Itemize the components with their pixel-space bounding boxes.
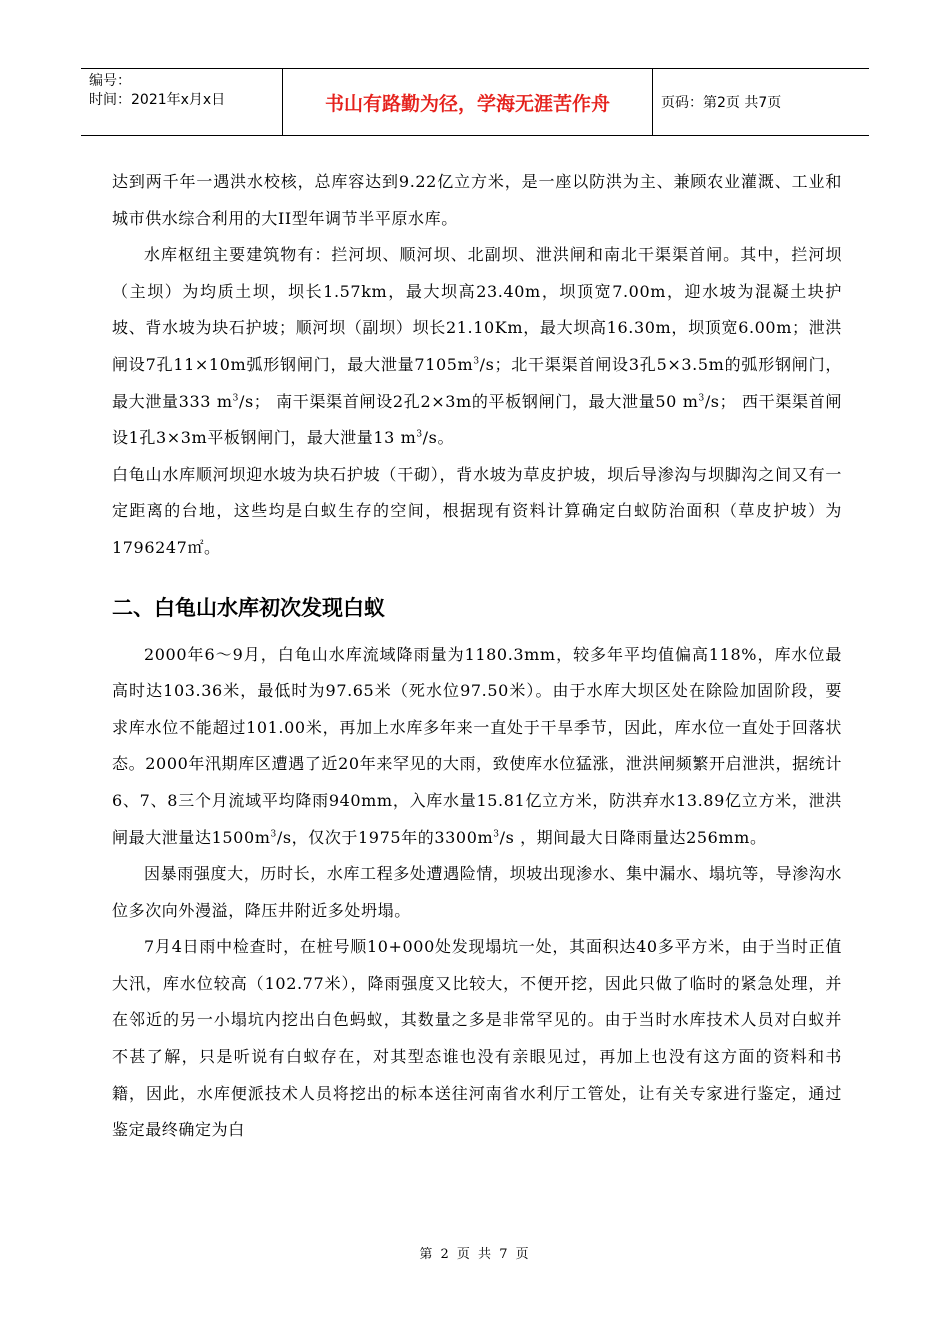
superscript: 3 [232,393,239,404]
paragraph-termite-area: 白龟山水库顺河坝迎水坡为块石护坡（干砌），背水坡为草皮护坡，坝后导渗沟与坝脚沟之间又有一定距离的台地，这些均是白蚁生存的空间，根据现有资料计算确定白蚁防治面积（草皮护坡）为1796247㎡。 [112,464,842,557]
section-heading: 二、白龟山水库初次发现白蚁 [112,595,385,620]
paragraph-hazards: 因暴雨强度大，历时长，水库工程多处遭遇险情，坝坡出现渗水、集中漏水、塌坑等，导渗沟水位多次向外漫溢，降压井附近多处坍塌。 [112,864,842,920]
paragraph-text: /s ，期间最大日降雨量达256mm。 [499,827,767,847]
paragraph-text: /s，仅次于1975年的3300m [276,827,494,847]
document-number-label: 编号： [89,73,131,89]
paragraph-discovery: 7月4日雨中检查时，在桩号顺10+000处发现塌坑一处，其面积达40多平方米，由于当时正值大汛，库水位较高（102.77米），降雨强度又比较大，不便开挖，因此只做了临时的紧急处理，并在邻近的另一小塌坑内挖出白色蚂蚁，其数量之多是非常罕见的。由于当时水库技术人员对白蚁并不甚了解，只是听说有白蚁存在，对其型态谁也没有亲眼见过，再加上也没有这方面的资料和书籍，因此，水库便派技术人员将挖出的标本送往河南省水利厅工管处，让有关专家进行鉴定，通过鉴定最终确定为白 [112,937,842,1140]
paragraph-reservoir-capacity: 达到两千年一遇洪水校核，总库容达到9.22亿立方米，是一座以防洪为主、兼顾农业灌溉、工业和城市供水综合利用的大II型年调节半平原水库。 [112,172,842,228]
header-motto: 书山有路勤为径，学海无涯苦作舟 [283,69,653,135]
document-time-label: 时间：2021年x月x日 [89,92,226,108]
paragraph-text: /s。 [422,428,455,448]
superscript: 3 [473,356,480,367]
superscript: 3 [493,829,500,840]
paragraph-rainfall-2000 [112,637,842,857]
paragraph-text: /s；北干渠渠首闸设3孔5×3.5m的弧形钢闸门，最大泄量333 m [112,354,842,411]
paragraph-text: /s； 西干渠渠首闸设1孔3×3m平板钢闸门，最大泄量13 m [112,391,842,448]
superscript: 3 [698,393,705,404]
paragraph-text: /s； 南干渠渠首闸设2孔2×3m的平板钢闸门，最大泄量50 m [238,391,699,411]
document-body [112,164,842,1149]
superscript: 3 [416,429,423,440]
header-meta-cell [81,69,283,135]
superscript: 3 [270,829,277,840]
paragraph-text: 2000年6～9月，白龟山水库流域降雨量为1180.3mm，较多年平均值偏高118%，库水位最高时达103.36米，最低时为97.65米（死水位97.50米）。由于水库大坝区处在除险加固阶段，要求库水位不能超过101.00米，再加上水库多年来一直处于干旱季节，因此，库水位一直处于回落状态。2000年汛期库区遭遇了近20年来罕见的大雨，致使库水位猛涨，泄洪闸频繁开启泄洪，据统计6、7、8三个月流域平均降雨940mm，入库水量15.81亿立方米，防洪弃水13.89亿立方米，泄洪闸最大泄量达1500m [112,644,842,847]
paragraph-main-structures [112,237,842,457]
header-page-info: 页码：第2页 共7页 [661,95,782,111]
page-footer: 第 2 页 共 7 页 [419,1247,531,1262]
header-table [81,68,869,136]
paragraph-text: 水库枢纽主要建筑物有：拦河坝、顺河坝、北副坝、泄洪闸和南北干渠渠首闸。其中，拦河坝（主坝）为均质土坝，坝长1.57km，最大坝高23.40m，坝顶宽7.00m，迎水坡为混凝土块护坡、背水坡为块石护坡；顺河坝（副坝）坝长21.10Km，最大坝高16.30m，坝顶宽6.00m；泄洪闸设7孔11×10m弧形钢闸门，最大泄量7105m [112,245,842,374]
